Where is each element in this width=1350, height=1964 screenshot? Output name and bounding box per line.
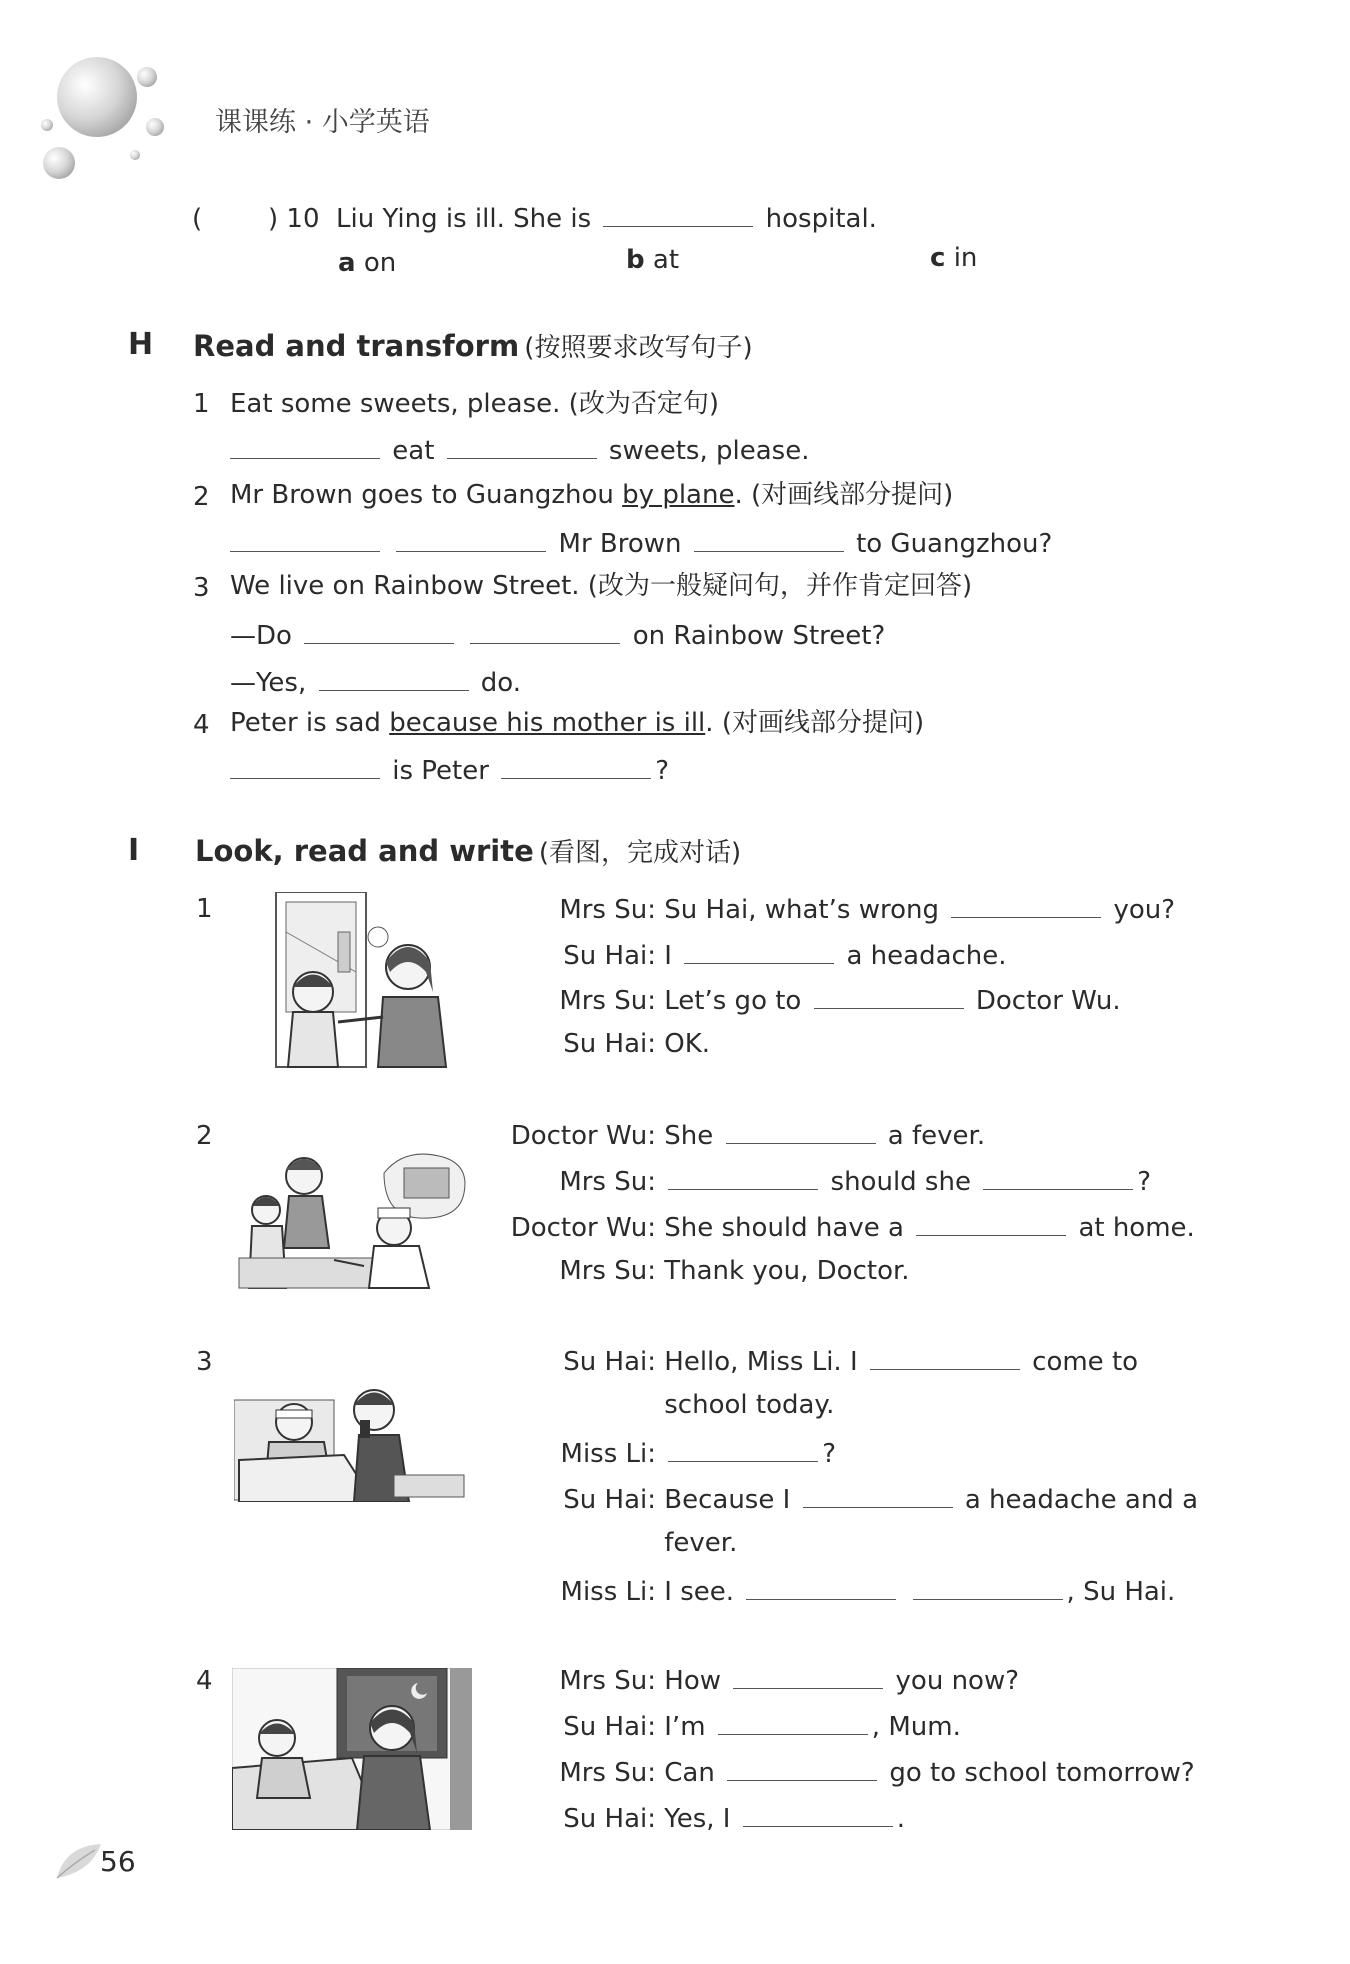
dialog-3-line-1 — [356, 1343, 1138, 1378]
dialog-2-line-2 — [356, 1163, 1151, 1198]
dialog-text: should she — [830, 1167, 971, 1197]
dialog-blank[interactable] — [668, 1435, 818, 1462]
speaker-label: Mrs Su: — [559, 986, 656, 1016]
speaker-label: Su Hai: — [563, 1712, 656, 1742]
header-title: 课课练 · 小学英语 — [215, 107, 430, 138]
h1-prompt — [230, 388, 719, 420]
dialog-3-line-3 — [356, 1435, 836, 1470]
dialog-blank[interactable] — [743, 1800, 893, 1827]
option-letter: b — [626, 245, 645, 275]
h4-number: 4 — [193, 710, 210, 740]
bubbles-decoration — [35, 45, 175, 185]
q10-option-a[interactable] — [338, 247, 396, 279]
dialog-text: go to school tomorrow? — [889, 1758, 1195, 1788]
h2-answer-mid: Mr Brown — [558, 529, 682, 559]
dialog-text: you? — [1113, 895, 1176, 925]
dialog-blank[interactable] — [727, 1754, 877, 1781]
q10-bracket-open: ( — [192, 204, 203, 234]
h3-answer-line-2 — [230, 664, 521, 699]
dialog-text: Su Hai, what’s wrong — [664, 895, 939, 925]
option-letter: a — [338, 248, 356, 278]
dialog-3-line-5 — [356, 1527, 737, 1559]
h3-note: (改为一般疑问句，并作肯定回答) — [587, 571, 973, 601]
dialog-blank[interactable] — [718, 1708, 868, 1735]
h2-prompt-underlined: by plane — [622, 480, 735, 510]
speaker-label: Doctor Wu: — [510, 1213, 656, 1243]
dialog-blank[interactable] — [746, 1573, 896, 1600]
dialog-text: , Mum. — [871, 1712, 961, 1742]
dialog-blank[interactable] — [726, 1117, 876, 1144]
h4-prompt-end: . — [705, 708, 714, 738]
h1-blank-2[interactable] — [447, 432, 597, 459]
h2-prompt — [230, 479, 953, 511]
h4-answer-mid: is Peter — [392, 756, 489, 786]
dialog-text: , Su Hai. — [1066, 1577, 1176, 1607]
dialog-blank[interactable] — [983, 1163, 1133, 1190]
section-i-heading — [195, 832, 741, 869]
h3-line1-end: on Rainbow Street? — [632, 621, 886, 651]
h1-answer-mid: eat — [392, 436, 435, 466]
h2-answer — [226, 525, 1052, 560]
h4-prompt-text: Peter is sad — [230, 708, 381, 738]
dialog-1-number: 1 — [196, 894, 213, 924]
dialog-4-line-2 — [356, 1708, 961, 1743]
speaker-label: Mrs Su: — [559, 1758, 656, 1788]
dialog-text: Hello, Miss Li. I — [664, 1347, 858, 1377]
dialog-blank[interactable] — [733, 1662, 883, 1689]
section-i-title: Look, read and write — [195, 834, 534, 868]
h1-note: (改为否定句) — [568, 389, 719, 419]
page-number: 56 — [100, 1845, 136, 1878]
q10-sentence — [336, 200, 877, 235]
h4-answer-end: ? — [655, 756, 670, 786]
h3-line2-start: —Yes, — [230, 668, 307, 698]
dialog-text: Can — [664, 1758, 715, 1788]
dialog-2-line-3 — [356, 1209, 1195, 1244]
h1-answer-end: sweets, please. — [608, 436, 810, 466]
dialog-text: ? — [1137, 1167, 1152, 1197]
dialog-text: She — [664, 1121, 714, 1151]
dialog-text: come to — [1032, 1347, 1139, 1377]
dialog-blank[interactable] — [668, 1163, 818, 1190]
speaker-label: Miss Li: — [560, 1439, 656, 1469]
h4-blank-2[interactable] — [501, 752, 651, 779]
section-h-heading — [193, 327, 753, 364]
section-h-subtitle: (按照要求改写句子) — [524, 333, 753, 363]
section-h-letter: H — [128, 327, 154, 362]
section-h-title: Read and transform — [193, 329, 520, 363]
speaker-label: Su Hai: — [563, 1804, 656, 1834]
q10-number: ) 10 — [268, 204, 320, 234]
speaker-label: Mrs Su: — [559, 895, 656, 925]
q10-blank[interactable] — [603, 200, 753, 227]
h4-prompt-underlined: because his mother is ill — [389, 708, 706, 738]
dialog-1-line-3 — [356, 982, 1121, 1017]
dialog-text: a headache. — [846, 941, 1007, 971]
dialog-blank[interactable] — [814, 982, 964, 1009]
dialog-blank[interactable] — [870, 1343, 1020, 1370]
q10-text-before: Liu Ying is ill. She is — [336, 204, 592, 234]
h2-blank-2[interactable] — [396, 525, 546, 552]
h1-blank-1[interactable] — [230, 432, 380, 459]
speaker-label: Su Hai: — [563, 941, 656, 971]
dialog-3-number: 3 — [196, 1347, 213, 1377]
h1-answer — [226, 432, 809, 467]
dialog-text: Yes, I — [664, 1804, 731, 1834]
leaf-icon — [55, 1842, 105, 1882]
dialog-blank[interactable] — [684, 937, 834, 964]
dialog-text: I — [664, 941, 672, 971]
dialog-text: a fever. — [887, 1121, 986, 1151]
dialog-2-line-1 — [356, 1117, 985, 1152]
dialog-text: I’m — [664, 1712, 706, 1742]
speaker-label: Doctor Wu: — [510, 1121, 656, 1151]
dialog-3-line-2 — [356, 1389, 834, 1421]
h3-answer-line-1 — [230, 617, 885, 652]
h4-note: (对画线部分提问) — [721, 708, 925, 738]
option-letter: c — [930, 243, 946, 273]
speaker-label: Mrs Su: — [559, 1256, 656, 1286]
h2-note: (对画线部分提问) — [751, 480, 954, 510]
dialog-text: She should have a — [664, 1213, 904, 1243]
h2-answer-end: to Guangzhou? — [856, 529, 1053, 559]
q10-text-after: hospital. — [765, 204, 877, 234]
speaker-label: Su Hai: — [563, 1485, 656, 1515]
speaker-label: Mrs Su: — [559, 1167, 656, 1197]
dialog-2-line-4 — [356, 1255, 910, 1287]
h1-number: 1 — [193, 389, 210, 419]
speaker-label: Su Hai: — [563, 1347, 656, 1377]
option-text: at — [652, 245, 680, 275]
dialog-4-line-1 — [356, 1662, 1019, 1697]
dialog-text: Doctor Wu. — [975, 986, 1121, 1016]
speaker-label: Mrs Su: — [559, 1666, 656, 1696]
h3-blank-1[interactable] — [304, 617, 454, 644]
dialog-blank[interactable] — [803, 1481, 953, 1508]
h2-prompt-end: . — [734, 480, 743, 510]
h2-blank-1[interactable] — [230, 525, 380, 552]
dialog-3-line-4 — [356, 1481, 1198, 1516]
dialog-3-line-6 — [356, 1573, 1175, 1608]
option-text: in — [953, 243, 978, 273]
h3-line1-start: —Do — [230, 621, 292, 651]
option-text: on — [363, 248, 397, 278]
dialog-4-line-4 — [356, 1800, 905, 1835]
q10-option-b[interactable] — [626, 244, 679, 276]
dialog-text: OK. — [664, 1029, 711, 1059]
h4-answer — [226, 752, 669, 787]
dialog-1-line-1 — [356, 891, 1175, 926]
dialog-text: How — [664, 1666, 721, 1696]
dialog-text: I see. — [664, 1577, 735, 1607]
h1-prompt-text: Eat some sweets, please. — [230, 389, 561, 419]
dialog-blank[interactable] — [916, 1209, 1066, 1236]
h3-number: 3 — [193, 573, 210, 603]
h4-prompt — [230, 707, 924, 739]
h2-blank-3[interactable] — [694, 525, 844, 552]
dialog-text: Thank you, Doctor. — [664, 1256, 910, 1286]
h3-blank-2[interactable] — [470, 617, 620, 644]
dialog-text: a headache and a — [964, 1485, 1198, 1515]
h4-blank-1[interactable] — [230, 752, 380, 779]
dialog-blank[interactable] — [913, 1573, 1063, 1600]
dialog-text: ? — [822, 1439, 837, 1469]
dialog-text: . — [896, 1804, 905, 1834]
h3-prompt-text: We live on Rainbow Street. — [230, 571, 580, 601]
section-i-subtitle: (看图，完成对话) — [538, 838, 742, 868]
dialog-4-line-3 — [356, 1754, 1195, 1789]
speaker-label: Su Hai: — [563, 1029, 656, 1059]
dialog-text: Because I — [664, 1485, 791, 1515]
dialog-blank[interactable] — [951, 891, 1101, 918]
h2-prompt-text: Mr Brown goes to Guangzhou — [230, 480, 614, 510]
h3-blank-3[interactable] — [319, 664, 469, 691]
dialog-text: you now? — [895, 1666, 1020, 1696]
dialog-text: fever. — [664, 1528, 738, 1558]
dialog-text: school today. — [664, 1390, 835, 1420]
dialog-1-line-2 — [356, 937, 1007, 972]
h3-prompt — [230, 570, 972, 602]
h3-line2-end: do. — [480, 668, 521, 698]
dialog-4-number: 4 — [196, 1666, 213, 1696]
dialog-1-line-4 — [356, 1028, 710, 1060]
section-i-letter: I — [128, 833, 140, 868]
speaker-label: Miss Li: — [560, 1577, 656, 1607]
dialog-2-number: 2 — [196, 1121, 213, 1151]
dialog-text: Let’s go to — [664, 986, 802, 1016]
q10-option-c[interactable] — [930, 242, 977, 274]
dialog-text: at home. — [1078, 1213, 1195, 1243]
h2-number: 2 — [193, 482, 210, 512]
